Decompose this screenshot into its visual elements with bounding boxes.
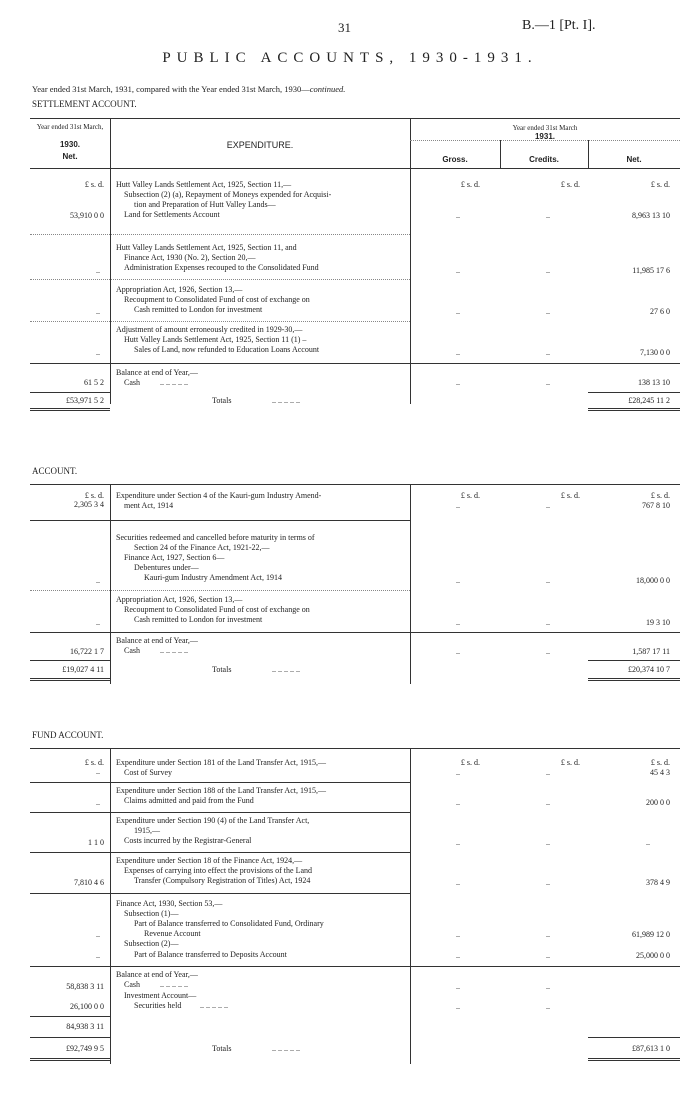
row-text: Cash xyxy=(124,378,140,387)
value-1931-net: 378 4 9 xyxy=(646,878,670,887)
row-text: Cash remitted to London for investment xyxy=(134,615,263,624)
dots: .. xyxy=(456,211,460,220)
double-rule xyxy=(30,408,110,411)
column-rule xyxy=(110,484,111,684)
row-text: Costs incurred by the Registrar-General xyxy=(124,836,252,845)
column-rule xyxy=(410,484,411,684)
dots: .. .. .. .. .. xyxy=(160,378,188,387)
dots: .. .. .. .. .. xyxy=(160,980,188,989)
dots: .. xyxy=(546,266,550,275)
header-net-left: Net. xyxy=(62,152,78,161)
row-text: Revenue Account xyxy=(144,929,201,938)
column-rule xyxy=(110,748,111,1064)
value-1930: 1 1 0 xyxy=(88,838,104,847)
header-1930: 1930. xyxy=(59,140,81,149)
row-text: Subsection (2)— xyxy=(124,939,179,948)
row-text: Subsection (2) (a), Repayment of Moneys expended for Acquisi- xyxy=(124,190,332,199)
total-1931: £87,613 1 0 xyxy=(632,1044,670,1053)
row-text: Land for Settlements Account xyxy=(124,210,220,219)
total-1931: £20,374 10 7 xyxy=(628,665,670,674)
dots: .. xyxy=(456,647,460,656)
currency-header: £ s. d. xyxy=(84,758,104,767)
value-1931-net: 1,587 17 11 xyxy=(632,647,670,656)
value-1931-net: 45 4 3 xyxy=(650,768,670,777)
page-title: PUBLIC ACCOUNTS, 1930-1931. xyxy=(162,50,538,66)
value-1930: 58,838 3 11 xyxy=(66,982,104,991)
rule xyxy=(30,748,680,749)
row-text: Debentures under— xyxy=(134,563,199,572)
dots: .. .. .. .. .. xyxy=(272,1044,300,1053)
dots: .. xyxy=(96,951,100,960)
rule xyxy=(30,321,410,322)
header-year-left: Year ended 31st March, xyxy=(36,123,104,131)
subtotal-1930: 84,938 3 11 xyxy=(66,1022,104,1031)
dots: .. xyxy=(456,930,460,939)
header-year-right: Year ended 31st March xyxy=(512,124,578,132)
currency-header: £ s. d. xyxy=(460,180,480,189)
dots: .. xyxy=(546,878,550,887)
dots: .. xyxy=(546,307,550,316)
rule xyxy=(30,484,680,485)
rule xyxy=(30,118,680,119)
totals-label: Totals xyxy=(212,665,232,674)
value-1931-net: 8,963 13 10 xyxy=(632,211,670,220)
row-text: Balance at end of Year,— xyxy=(116,368,198,377)
dots: .. xyxy=(456,838,460,847)
dots: .. xyxy=(96,767,100,776)
dots: .. xyxy=(546,768,550,777)
rule xyxy=(30,520,410,521)
row-text: Expenditure under Section 181 of the Land Transfer Act, 1915,— xyxy=(116,758,326,767)
row-text: Balance at end of Year,— xyxy=(116,636,198,645)
value-1931-net: 25,000 0 0 xyxy=(636,951,670,960)
row-text: Securities held xyxy=(134,1001,182,1010)
dots: .. .. .. .. .. xyxy=(272,665,300,674)
dots: .. xyxy=(546,1002,550,1011)
header-gross: Gross. xyxy=(442,155,468,164)
rule xyxy=(588,1037,680,1038)
value-1931-net: 7,130 0 0 xyxy=(640,348,670,357)
totals-label: Totals xyxy=(212,1044,232,1053)
row-text: Securities redeemed and cancelled before maturity in terms of xyxy=(116,533,315,542)
row-text: Adjustment of amount erroneously credited in 1929-30,— xyxy=(116,325,303,334)
rule xyxy=(30,852,410,853)
currency-header: £ s. d. xyxy=(560,491,580,500)
row-text: Finance Act, 1930, Section 53,— xyxy=(116,899,223,908)
row-text: Claims admitted and paid from the Fund xyxy=(124,796,254,805)
rule xyxy=(30,1016,110,1017)
row-text: Administration Expenses recouped to the Consolidated Fund xyxy=(124,263,319,272)
row-text: Expenditure under Section 190 (4) of the Land Transfer Act, xyxy=(116,816,310,825)
row-text: ment Act, 1914 xyxy=(124,501,174,510)
value-1931-net: 138 13 10 xyxy=(638,378,670,387)
dots: .. xyxy=(96,618,100,627)
row-text: Finance Act, 1927, Section 6— xyxy=(124,553,225,562)
currency-header: £ s. d. xyxy=(560,180,580,189)
rule xyxy=(30,1037,110,1038)
value-1930: 61 5 2 xyxy=(84,378,104,387)
value-1931-net: 200 0 0 xyxy=(646,798,670,807)
row-text: Investment Account— xyxy=(124,991,197,1000)
dots: .. xyxy=(456,307,460,316)
row-text: Balance at end of Year,— xyxy=(116,970,198,979)
rule xyxy=(588,392,680,393)
row-text: Expenditure under Section 188 of the Land Transfer Act, 1915,— xyxy=(116,786,326,795)
currency-header: £ s. d. xyxy=(650,758,670,767)
dots: .. xyxy=(546,348,550,357)
value-1930: 53,910 0 0 xyxy=(70,211,104,220)
dots: .. xyxy=(456,378,460,387)
dots: .. xyxy=(546,982,550,991)
dots: .. xyxy=(96,576,100,585)
dots: .. xyxy=(456,951,460,960)
dots: .. xyxy=(96,348,100,357)
row-text: Expenditure under Section 4 of the Kauri-gum Industry Amend- xyxy=(116,491,322,500)
value-1931-net: 18,000 0 0 xyxy=(636,576,670,585)
currency-header: £ s. d. xyxy=(650,180,670,189)
rule xyxy=(30,590,410,591)
dots: .. xyxy=(456,982,460,991)
row-text: Hutt Valley Lands Settlement Act, 1925, Section 11, and xyxy=(116,243,297,252)
total-1931: £28,245 11 2 xyxy=(628,396,670,405)
subtitle-continued: continued. xyxy=(309,84,346,94)
rule xyxy=(30,782,410,783)
row-text: Transfer (Compulsory Registration of Titles) Act, 1924 xyxy=(134,876,311,885)
dots: .. xyxy=(546,647,550,656)
dots: .. xyxy=(96,798,100,807)
row-text: Section 24 of the Finance Act, 1921-22,— xyxy=(134,543,270,552)
dots: .. xyxy=(546,798,550,807)
rule xyxy=(30,632,680,633)
rule xyxy=(30,234,410,235)
row-text: Recoupment to Consolidated Fund of cost of exchange on xyxy=(124,605,310,614)
dots: .. xyxy=(456,798,460,807)
row-text: Cost of Survey xyxy=(124,768,172,777)
currency-header: £ s. d. xyxy=(84,180,104,189)
double-rule xyxy=(30,1058,110,1061)
document-reference: B.—1 [Pt. I]. xyxy=(522,18,596,33)
total-1930: £19,027 4 11 xyxy=(62,665,104,674)
currency-header: £ s. d. xyxy=(560,758,580,767)
value-1931-net: 19 3 10 xyxy=(646,618,670,627)
rule xyxy=(30,392,110,393)
header-expenditure: EXPENDITURE. xyxy=(226,140,294,150)
value-1930: 16,722 1 7 xyxy=(70,647,104,656)
double-rule xyxy=(588,408,680,411)
header-1931: 1931. xyxy=(534,132,556,141)
row-text: Part of Balance transferred to Deposits Account xyxy=(134,950,287,959)
row-text: Expenditure under Section 18 of the Finance Act, 1924,— xyxy=(116,856,303,865)
row-text: Cash remitted to London for investment xyxy=(134,305,263,314)
double-rule xyxy=(588,678,680,681)
dots: .. xyxy=(96,266,100,275)
rule xyxy=(30,660,110,661)
rule xyxy=(30,363,680,364)
dots: .. xyxy=(456,1002,460,1011)
dots: .. .. .. .. .. xyxy=(160,646,188,655)
double-rule xyxy=(588,1058,680,1061)
dots: .. xyxy=(546,930,550,939)
row-text: Cash xyxy=(124,980,140,989)
value-1931-net: 27 6 0 xyxy=(650,307,670,316)
value-1930: 7,810 4 6 xyxy=(74,878,104,887)
dots: .. xyxy=(456,768,460,777)
dots: .. xyxy=(546,378,550,387)
row-text: Recoupment to Consolidated Fund of cost of exchange on xyxy=(124,295,310,304)
dots: .. xyxy=(546,576,550,585)
row-text: Expenses of carrying into effect the provisions of the Land xyxy=(124,866,313,875)
row-text: Appropriation Act, 1926, Section 13,— xyxy=(116,595,243,604)
total-1930: £92,749 9 5 xyxy=(66,1044,104,1053)
row-text: Sales of Land, now refunded to Education Loans Account xyxy=(134,345,320,354)
dots: .. xyxy=(456,348,460,357)
dots: .. xyxy=(456,618,460,627)
row-text: Kauri-gum Industry Amendment Act, 1914 xyxy=(144,573,282,582)
row-text: Hutt Valley Lands Settlement Act, 1925, Section 11,— xyxy=(116,180,292,189)
dots: .. xyxy=(546,951,550,960)
rule xyxy=(30,812,410,813)
value-1930: 26,100 0 0 xyxy=(70,1002,104,1011)
column-rule xyxy=(410,748,411,1064)
row-text: Finance Act, 1930 (No. 2), Section 20,— xyxy=(124,253,256,262)
dots: .. xyxy=(646,838,650,847)
row-text: Subsection (1)— xyxy=(124,909,179,918)
value-1931-net: 61,989 12 0 xyxy=(632,930,670,939)
rule xyxy=(588,660,680,661)
rule xyxy=(30,893,410,894)
section-title-fund: FUND ACCOUNT. xyxy=(32,730,104,740)
dots: .. xyxy=(546,211,550,220)
dots: .. xyxy=(546,501,550,510)
dots: .. xyxy=(546,618,550,627)
value-1930: 2,305 3 4 xyxy=(74,500,104,509)
row-text: Part of Balance transferred to Consolidated Fund, Ordinary xyxy=(134,919,324,928)
page-number: 31 xyxy=(338,20,351,35)
page-subtitle xyxy=(32,84,345,94)
dots: .. xyxy=(96,930,100,939)
subtitle-text: Year ended 31st March, 1931, compared with the Year ended 31st March, 1930— xyxy=(32,84,310,94)
row-text: 1915,— xyxy=(134,826,160,835)
rule xyxy=(30,966,680,967)
total-1930: £53,971 5 2 xyxy=(66,396,104,405)
header-net-right: Net. xyxy=(626,155,642,164)
dots: .. xyxy=(96,307,100,316)
value-1931-net: 11,985 17 6 xyxy=(632,266,670,275)
currency-header: £ s. d. xyxy=(650,491,670,500)
totals-label: Totals xyxy=(212,396,232,405)
dots: .. xyxy=(456,501,460,510)
section-title-kauri: ACCOUNT. xyxy=(32,466,78,476)
column-rule xyxy=(110,118,111,404)
dots: .. .. .. .. .. xyxy=(200,1001,228,1010)
dots: .. xyxy=(546,838,550,847)
rule xyxy=(30,279,410,280)
dots: .. .. .. .. .. xyxy=(272,396,300,405)
value-1931-net: 767 8 10 xyxy=(642,501,670,510)
rule xyxy=(30,168,680,169)
double-rule xyxy=(30,678,110,681)
section-title-settlement: SETTLEMENT ACCOUNT. xyxy=(32,99,137,109)
dots: .. xyxy=(456,576,460,585)
dots: .. xyxy=(456,878,460,887)
row-text: tion and Preparation of Hutt Valley Lands— xyxy=(134,200,276,209)
row-text: Appropriation Act, 1926, Section 13,— xyxy=(116,285,243,294)
row-text: Hutt Valley Lands Settlement Act, 1925, Section 11 (1) – xyxy=(124,335,307,344)
currency-header: £ s. d. xyxy=(84,491,104,500)
currency-header: £ s. d. xyxy=(460,758,480,767)
currency-header: £ s. d. xyxy=(460,491,480,500)
dots: .. xyxy=(456,266,460,275)
row-text: Cash xyxy=(124,646,140,655)
header-credits: Credits. xyxy=(529,155,559,164)
